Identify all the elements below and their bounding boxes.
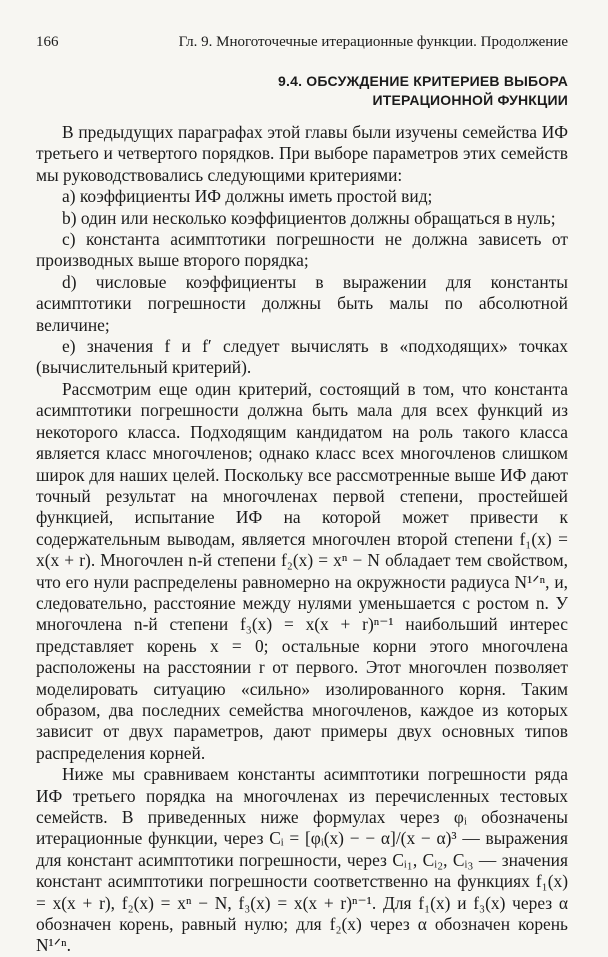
main-text [36, 122, 568, 957]
section-title-line-2: ИТЕРАЦИОННОЙ ФУНКЦИИ [372, 92, 568, 108]
section-title [168, 72, 568, 110]
page-number: 166 [36, 34, 59, 50]
comparison-paragraph: Ниже мы сравниваем константы асимптотики погрешности ряда ИФ третьего порядка на многочленах из перечисленных тестовых семейств. В приведенных ниже формулах через φᵢ обозначены итерационные функции, через Cᵢ = [φᵢ(x) − − α]/(x − α)³ — выражения для констант асимптотики погрешности, через Cᵢ₁, Cᵢ₂, Cᵢ₃ — значения констант асимптотики погрешности соответственно на функциях f₁(x) = x(x + r), f₂(x) = xⁿ − N, f₃(x) = x(x + r)ⁿ⁻¹. Для f₁(x) и f₃(x) через α обозначен корень, равный нулю; для f₂(x) через α обозначен корень N¹ᐟⁿ. [36, 764, 568, 956]
criterion-b: b) один или несколько коэффициентов должны обращаться в нуль; [62, 207, 556, 228]
page-header [36, 34, 568, 51]
criterion-c: c) константа асимптотики погрешности не должна зависеть от производных выше второго порядка; [36, 229, 568, 271]
polynomial-criterion-paragraph: Рассмотрим еще один критерий, состоящий в том, что константа асимптотики погрешности должна быть мала для всех функций из некоторого класса. Подходящим кандидатом на роль такого класса является класс многочленов; однако класс всех многочленов слишком широк для наших целей. Поскольку все рассмотренные выше ИФ дают точный результат на многочленах первой степени, простейшей функцией, испытание ИФ на которой может привести к содержательным выводам, является многочлен второй степени f₁(x) = x(x + r). Многочлен n-й степени f₂(x) = xⁿ − N обладает тем свойством, что его нули распределены равномерно на окружности радиуса N¹ᐟⁿ, и, следовательно, расстояние между нулями уменьшается с ростом n. У многочлена n-й степени f₃(x) = x(x + r)ⁿ⁻¹ наибольший интерес представляет корень x = 0; остальные корни этого многочлена расположены на расстоянии r от первого. Этот многочлен позволяет моделировать ситуацию «сильно» изолированного корня. Таким образом, два последних семейства многочленов, каждое из которых зависит от двух параметров, дают примеры двух основных типов распределения корней. [36, 378, 568, 763]
criterion-e: e) значения f и f′ следует вычислять в «подходящих» точках (вычислительный критерий). [36, 336, 568, 378]
intro-paragraph: В предыдущих параграфах этой главы были изучены семейства ИФ третьего и четвертого порядков. При выборе параметров этих семейств мы руководствовались следующими критериями: [36, 122, 568, 185]
section-title-line-1: 9.4. ОБСУЖДЕНИЕ КРИТЕРИЕВ ВЫБОРА [278, 73, 568, 89]
criterion-a: a) коэффициенты ИФ должны иметь простой вид; [62, 186, 433, 207]
running-title: Гл. 9. Многоточечные итерационные функции. Продолжение [178, 34, 568, 50]
criterion-d: d) числовые коэффициенты в выражении для константы асимптотики погрешности должны быть малы по абсолютной величине; [36, 271, 568, 335]
